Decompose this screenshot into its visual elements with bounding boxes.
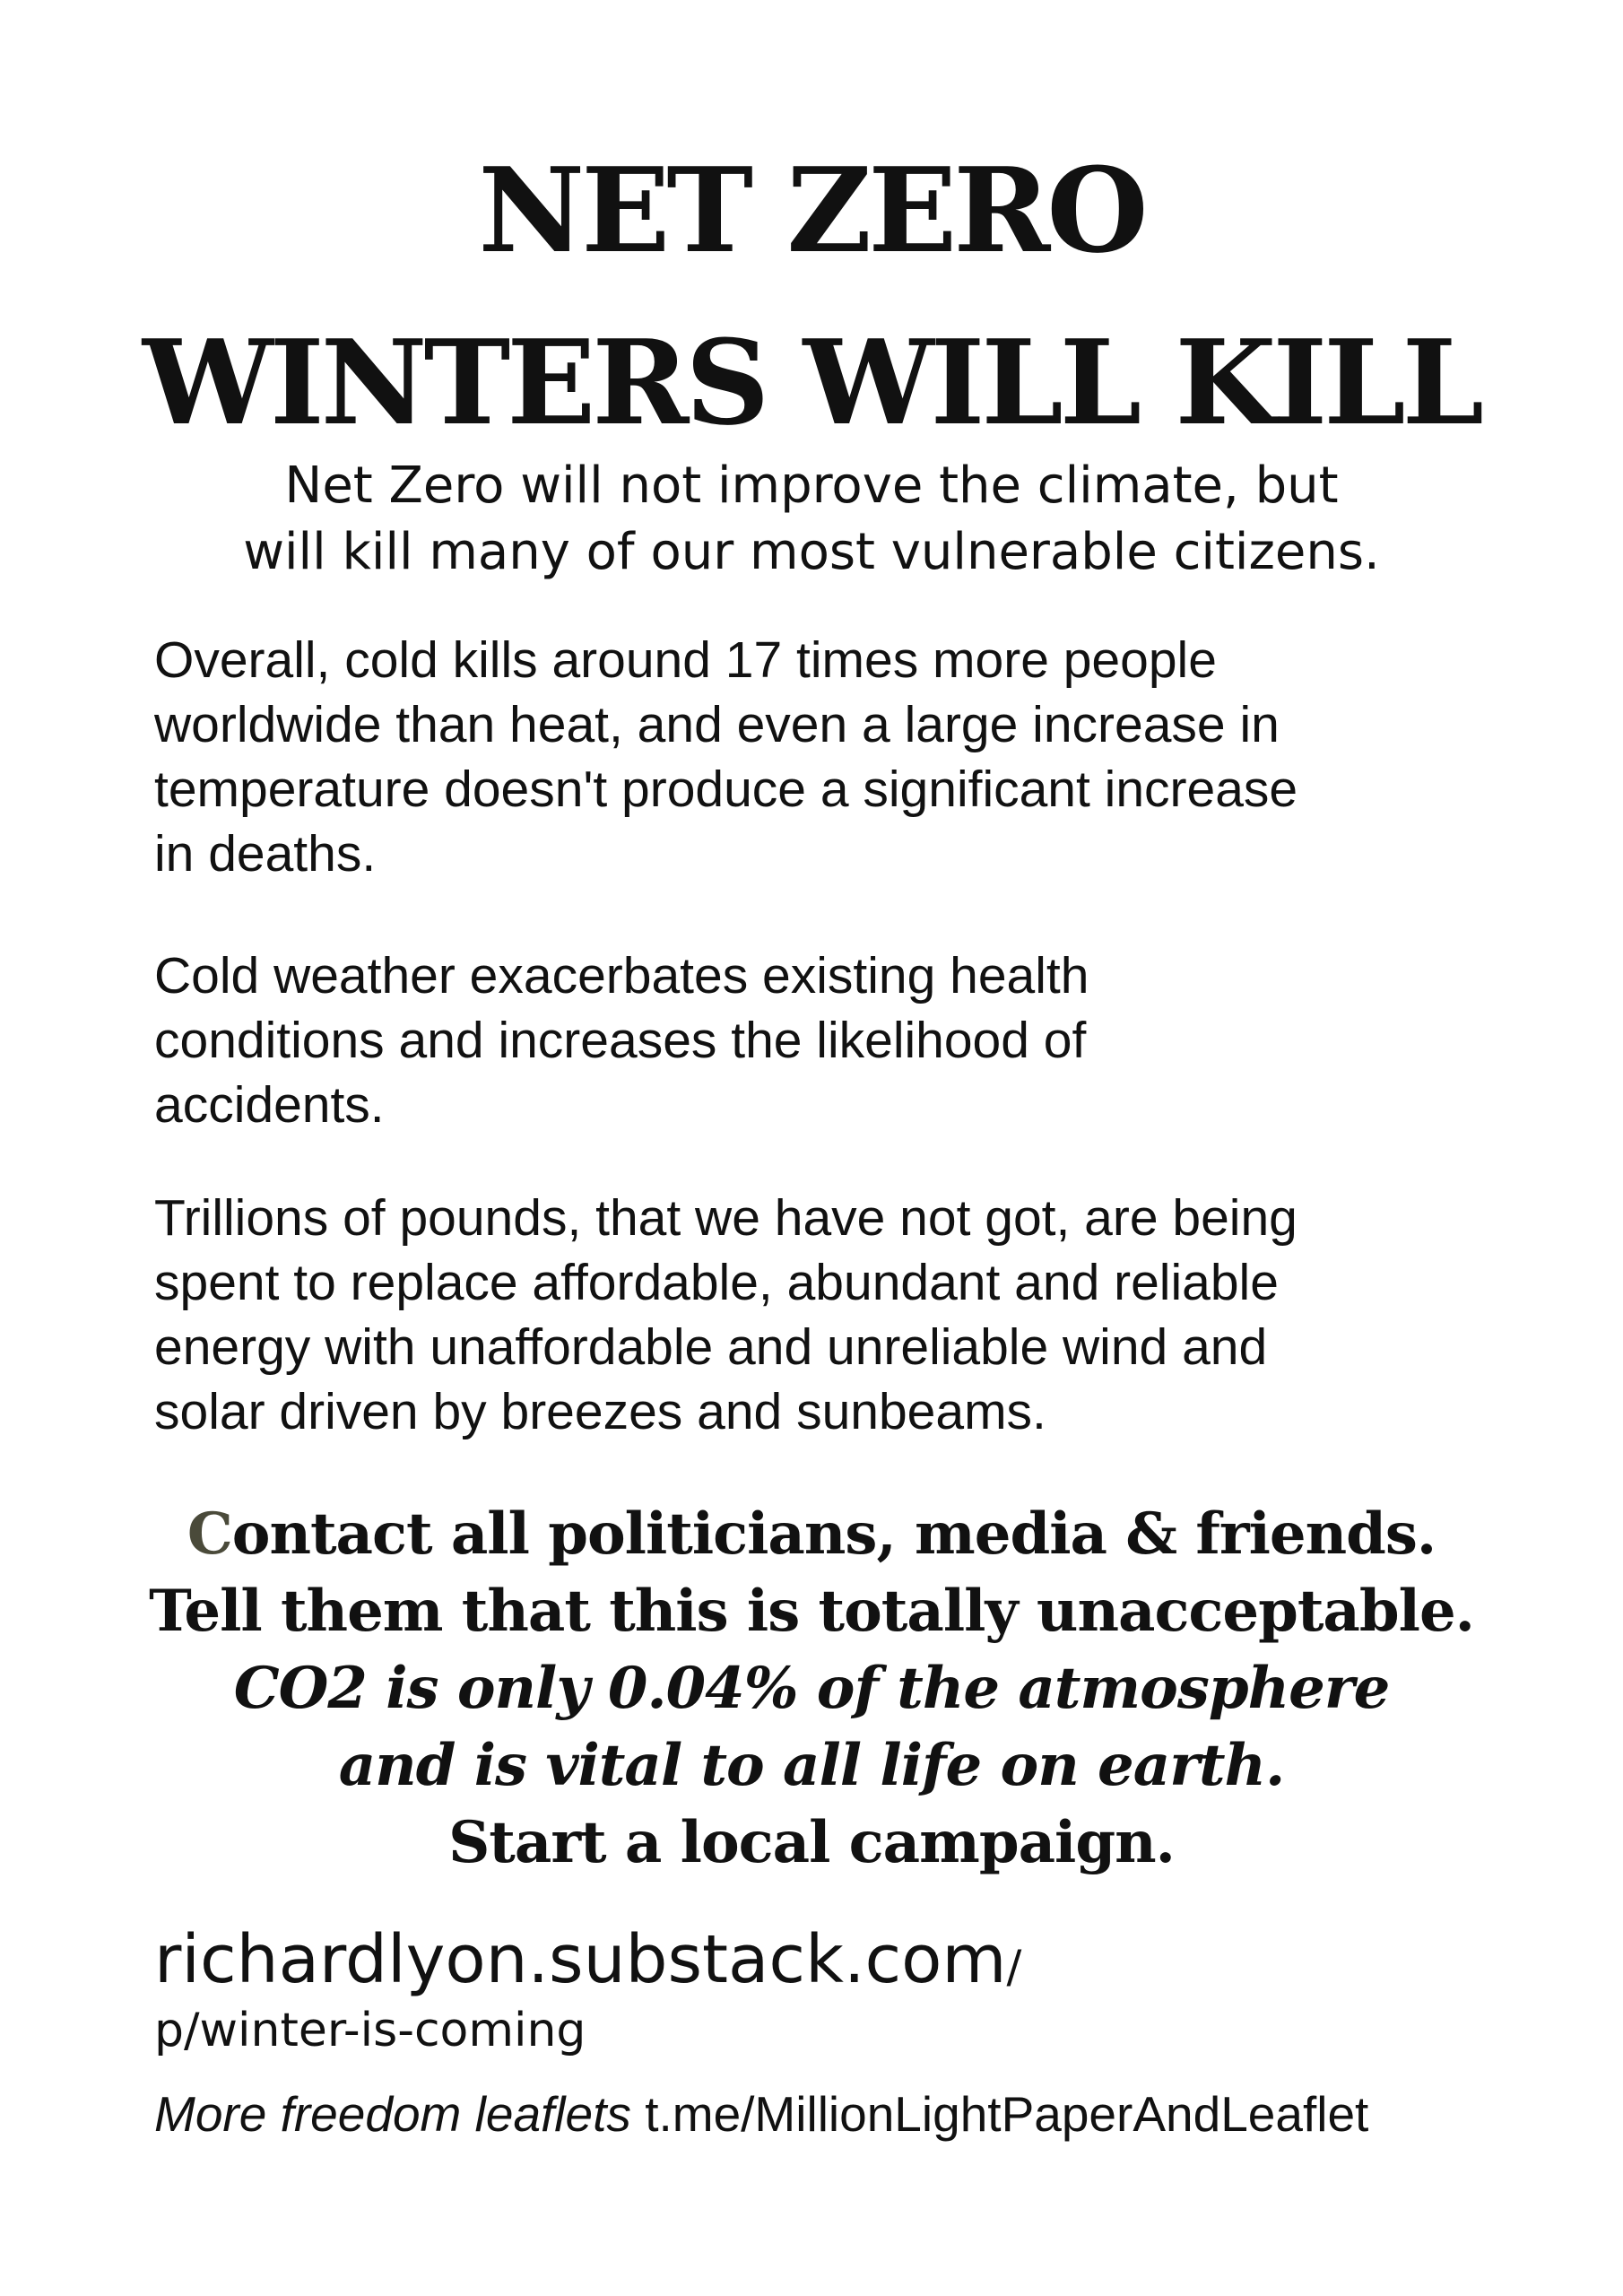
paragraph-line: Trillions of pounds, that we have not got, are being bbox=[154, 1189, 1298, 1247]
cta-line-2: Tell them that this is totally unacceptable. bbox=[149, 1578, 1474, 1645]
paragraph-line: conditions and increases the likelihood of bbox=[154, 1012, 1087, 1069]
subtitle-line-1: Net Zero will not improve the climate, but bbox=[284, 457, 1339, 515]
footer bbox=[154, 2083, 1368, 2145]
subtitle bbox=[143, 453, 1480, 586]
footer-lead: More freedom leaflets bbox=[154, 2086, 646, 2142]
paragraph-line: accidents. bbox=[154, 1076, 385, 1134]
paragraph-line: in deaths. bbox=[154, 825, 377, 883]
headline-line-1: NET ZERO bbox=[478, 142, 1145, 279]
call-to-action bbox=[0, 1496, 1623, 1882]
cta-line-4: and is vital to all life on earth. bbox=[338, 1732, 1285, 1799]
paragraph-cold-deaths bbox=[154, 628, 1499, 886]
cta-line-3: CO2 is only 0.04% of the atmosphere bbox=[233, 1655, 1390, 1722]
cta-line-5: Start a local campaign. bbox=[448, 1809, 1175, 1876]
cta-drop-letter: C bbox=[187, 1500, 232, 1568]
telegram-link[interactable]: t.me/MillionLightPaperAndLeaflet bbox=[645, 2086, 1369, 2142]
paragraph-line: worldwide than heat, and even a large increase in bbox=[154, 696, 1280, 753]
cta-line-1 bbox=[0, 1496, 1623, 1573]
substack-slash: / bbox=[1006, 1941, 1022, 1993]
cta-line-1-text: ontact all politicians, media & friends. bbox=[231, 1500, 1436, 1568]
paragraph-line: Cold weather exacerbates existing health bbox=[154, 947, 1089, 1004]
substack-link[interactable] bbox=[154, 1919, 1021, 2007]
paragraph-cost bbox=[154, 1186, 1499, 1444]
substack-domain[interactable]: richardlyon.substack.com bbox=[154, 1921, 1007, 1998]
paragraph-line: energy with unaffordable and unreliable wind and bbox=[154, 1318, 1268, 1376]
paragraph-health bbox=[154, 944, 1499, 1137]
headline-line-2: WINTERS WILL KILL bbox=[142, 314, 1481, 451]
substack-path[interactable]: p/winter-is-coming bbox=[154, 2004, 586, 2057]
paragraph-line: spent to replace affordable, abundant and reliable bbox=[154, 1254, 1279, 1311]
paragraph-line: solar driven by breezes and sunbeams. bbox=[154, 1383, 1046, 1440]
paragraph-line: temperature doesn't produce a significant increase bbox=[154, 761, 1298, 818]
paragraph-line: Overall, cold kills around 17 times more people bbox=[154, 631, 1217, 689]
subtitle-line-2: will kill many of our most vulnerable citizens. bbox=[243, 523, 1380, 581]
